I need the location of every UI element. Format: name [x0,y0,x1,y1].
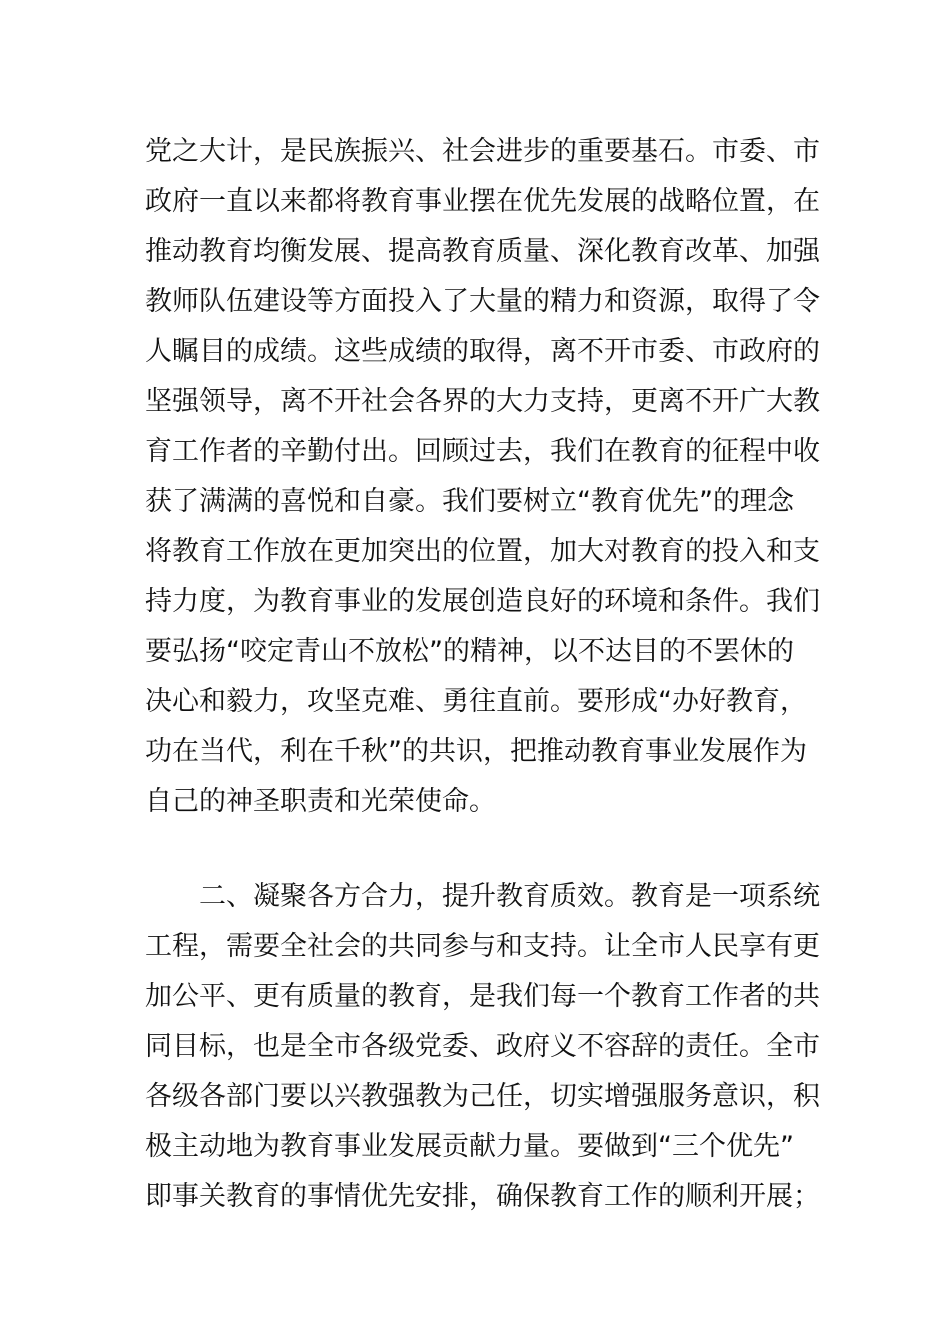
paragraph-2 [145,872,820,1222]
paragraph-line: 党之大计，是民族振兴、社会进步的重要基石。市委、市 [145,136,820,167]
paragraph-line: 政府一直以来都将教育事业摆在优先发展的战略位置，在 [145,186,820,217]
paragraph-line: 坚强领导，离不开社会各界的大力支持，更离不开广大教 [145,386,820,417]
paragraph-line: 决心和毅力，攻坚克难、勇往直前。要形成“办好教育， [145,686,807,717]
paragraph-line: 推动教育均衡发展、提高教育质量、深化教育改革、加强 [145,236,820,267]
paragraph-line: 各级各部门要以兴教强教为己任，切实增强服务意识，积 [145,1081,820,1112]
paragraph-line: 育工作者的辛勤付出。回顾过去，我们在教育的征程中收 [145,436,820,467]
paragraph-line: 极主动地为教育事业发展贡献力量。要做到“三个优先” [145,1131,794,1162]
paragraph-line: 二、凝聚各方合力，提升教育质效。教育是一项系统 [145,881,820,912]
paragraph-line: 将教育工作放在更加突出的位置，加大对教育的投入和支 [145,536,820,567]
paragraph-line: 工程，需要全社会的共同参与和支持。让全市人民享有更 [145,931,820,962]
paragraph-line: 功在当代，利在千秋”的共识，把推动教育事业发展作为 [145,736,807,767]
paragraph-1 [145,127,820,827]
paragraph-line: 同目标，也是全市各级党委、政府义不容辞的责任。全市 [145,1031,820,1062]
paragraph-line: 自己的神圣职责和光荣使命。 [145,786,496,817]
paragraph-line: 要弘扬“咬定青山不放松”的精神，以不达目的不罢休的 [145,636,794,667]
paragraph-line: 获了满满的喜悦和自豪。我们要树立“教育优先”的理念 [145,486,794,517]
paragraph-line: 持力度，为教育事业的发展创造良好的环境和条件。我们 [145,586,820,617]
paragraph-line: 加公平、更有质量的教育，是我们每一个教育工作者的共 [145,981,820,1012]
paragraph-line: 教师队伍建设等方面投入了大量的精力和资源，取得了令 [145,286,820,317]
paragraph-line: 即事关教育的事情优先安排，确保教育工作的顺利开展； [145,1181,820,1212]
paragraph-line: 人瞩目的成绩。这些成绩的取得，离不开市委、市政府的 [145,336,820,367]
